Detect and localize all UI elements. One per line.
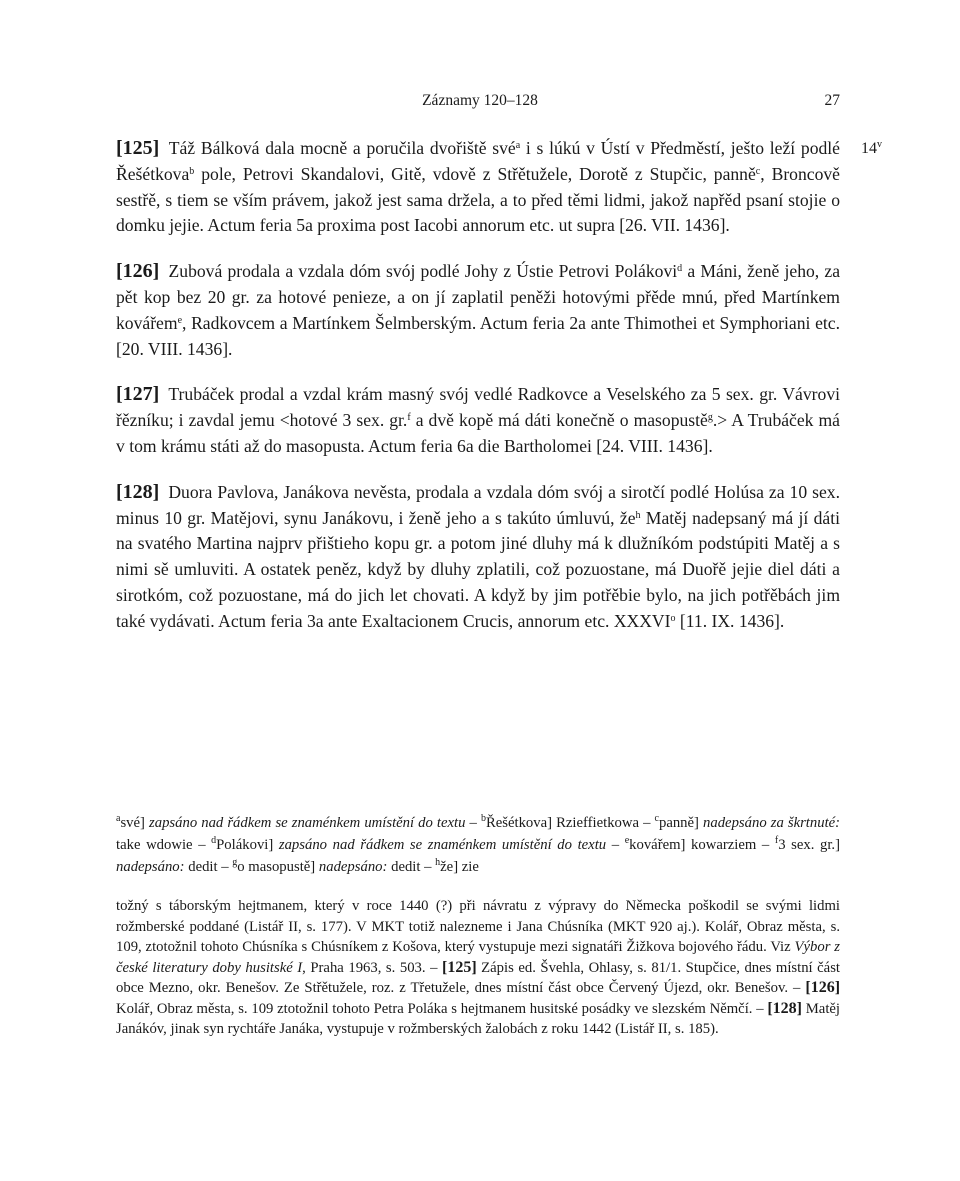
entry-127: [127] Trubáček prodal a vzdal krám masný svój vedlé Radkovce a Veselského za 5 sex. gr. Vávrovi řězníku; i zavdal jemu <hotové 3 sex. gr.$^f$ a dvě kopě má dáti konečně o masopustě$^g$.> A Trubáček má v tom krámu státi až do masopusta. Actum feria 6a die Bartholomei [24. VIII. 1436]. [116, 383, 840, 456]
note-ref: g [707, 412, 713, 424]
entry-number: [127] [116, 383, 160, 406]
entry-126: [126] Zubová prodala a vzdala dóm svój podlé Johy z Ústie Petrovi Polákovi$^d$ a Máni, ženě jeho, za pět kop bez 20 gr. za hotové penieze, a on jí zaplatil peněži hotovými přěde mnú, před Martínkem kovářem$^e$, Radkovcem a Martínkem Šelmberským. Actum feria 2a ante Thimothei et Symphoriani etc. [20. VIII. 1436]. [116, 260, 841, 359]
entry-number: [125] [116, 137, 160, 159]
note-ref: c [755, 165, 761, 177]
critical-apparatus: $^a$své] zapsáno nad řádkem se znaménkem umístění do textu – $^b$Řešétkova] Rzieffietkowa – $^c$panně] nadepsáno za škrtnuté: take wdowie – $^d$Polákovi] zapsáno nad řádkem se znaménkem umístění do textu – $^e$kovářem] kowarziem – $^f$3 sex. gr.] nadepsáno: dedit – $^g$o masopustě] nadepsáno: dedit – $^h$že] zie [116, 813, 841, 875]
note-ref: a [515, 140, 521, 151]
note-ref: b [189, 165, 195, 177]
note-ref: d [677, 263, 683, 275]
footnotes: tožný s táborským hejtmanem, který v roce 1440 (?) při návratu z výpravy do Německa poškodil se svými lidmi rožmberské poddané (Listář II, s. 177). V MKT totiž nalezneme i Jana Chúsníka (MKT 920 aj.). Kolář, Obraz města, s. 109, ztotožnil tohoto Chúsníka s Chúsníkem z Košova, který vystupuje mezi signatáři Žižkova bojového řádu. Viz Výbor z české literatury doby husitské I, Praha 1963, s. 503. – [125] Zápis ed. Švehla, Ohlasy, s. 81/1. Stupčice, dnes místní část obce Mezno, okr. Benešov. Ze Střětužele, roz. z Třetužele, dnes místní část obce Červený Újezd, okr. Benešov. – [126] Kolář, Obraz města, s. 109 ztotožnil tohoto Petra Poláka s hejtmanem husitské posádky ve slezském Němčí. – [128] Matěj Janákóv, jinak syn rychtáře Janáka, vystupuje v rožmberských žalobách z roku 1442 (Listář II, s. 185). [116, 898, 841, 1037]
page-number: 27 [824, 92, 840, 109]
footnote-number: [126] [805, 979, 841, 996]
ordinal-sup: o [670, 612, 676, 624]
entry-number: [128] [116, 480, 160, 503]
note-ref: f [407, 412, 411, 424]
footnote-number: [125] [441, 958, 477, 976]
folio-margin-note: 14$^v$ [861, 139, 882, 157]
page-header [0, 92, 960, 114]
footnote-number: [128] [767, 999, 802, 1017]
entry-number: [126] [116, 260, 160, 283]
note-ref: e [177, 314, 183, 326]
running-title: Záznamy 120–128 [422, 92, 538, 109]
main-text [116, 136, 882, 655]
note-ref: h [635, 509, 641, 521]
entry-128: [128] Duora Pavlova, Janákova nevěsta, prodala a vzdala dóm svój a sirotčí podlé Holúsa za 10 sex. minus 10 gr. Matějovi, synu Janákovu, i ženě jeho a s takúto úmluvú, $že^h$ Matěj nadepsaný má jí dáti na svatého Martina najprv přištieho kopu gr. a potom jiné dluhy má k dlužníkóm podstúpiti Matěj a s nimi sě umluviti. A ostatek peněz, když by dluhy zplatili, což pozuostane, má Duořě jejie diel dáti a sirotkóm, což pozuostane, má do jich let chovati. A když by jim potřěbie bylo, na jich potřěbách jim také vydávati. Actum feria 3a ante Exaltacionem Crucis, annorum etc. XXXVI$^o$ [11. IX. 1436]. [116, 480, 840, 631]
entry-125: 14$^v$ [125] Táž Bálková dala mocně a poručila dvořiště své$^a$ i s lúkú v Ústí v Předměstí, ješto leží podlé Řešétkova$^b$ pole, Petrovi Skandalovi, Gitě, vdově z Střětužele, Dorotě z Stupčic, panně$^c$, Broncově sestřě, s tiem se vším právem, jakož jest sama držela, a to před těmi lidmi, jakož napřěd psaní stojie o domku jejie. Actum feria 5a proxima post Iacobi annorum etc. ut supra [26. VII. 1436]. [116, 137, 882, 236]
